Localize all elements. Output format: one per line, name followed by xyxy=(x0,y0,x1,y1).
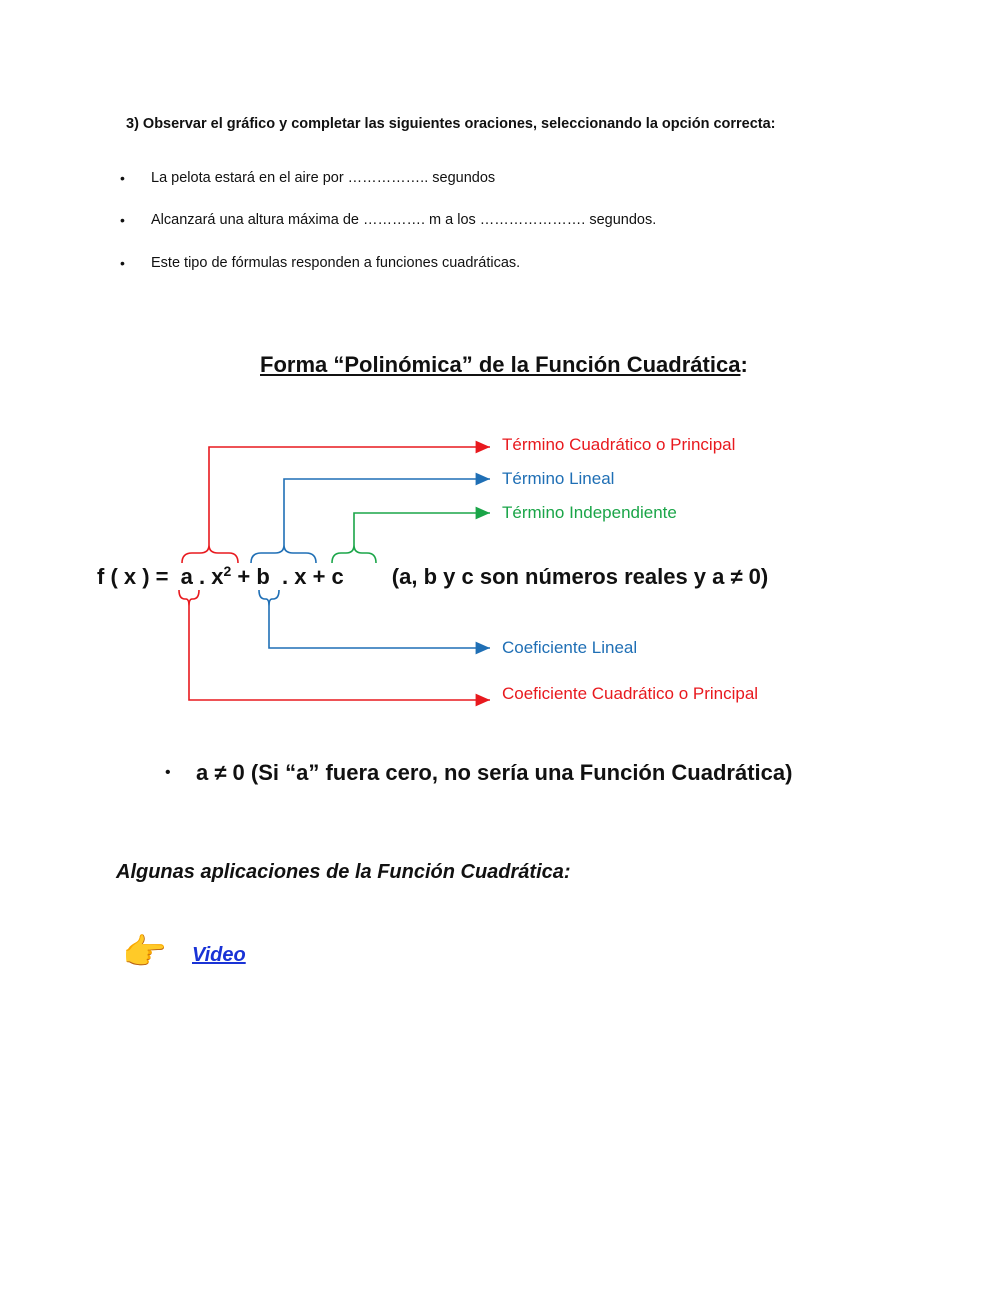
label-independent-term: Término Independiente xyxy=(502,503,677,522)
formula-c: c xyxy=(331,564,344,590)
nonzero-note xyxy=(165,760,792,786)
bullet-icon: • xyxy=(120,170,125,186)
formula-b: b xyxy=(256,564,270,590)
exercise-item-2: Alcanzará una altura máxima de …………. m a los …………………. segundos. xyxy=(151,212,657,228)
applications-heading: Algunas aplicaciones de la Función Cuadrática: xyxy=(116,861,571,883)
formula-x: . x + xyxy=(269,564,332,590)
bullet-icon: • xyxy=(120,212,125,228)
linear-term-connector xyxy=(251,479,490,563)
label-linear-term: Término Lineal xyxy=(502,469,615,488)
exercise-item-1: La pelota estará en el aire por …………….. segundos xyxy=(151,170,496,186)
section-heading-colon: : xyxy=(740,352,748,377)
quadratic-coefficient-connector xyxy=(179,590,490,700)
pointing-hand-icon: 👉 xyxy=(122,931,167,972)
quadratic-formula xyxy=(97,563,768,590)
section-heading-text: Forma “Polinómica” de la Función Cuadrática xyxy=(260,352,741,377)
exercise-item-3: Este tipo de fórmulas responden a funciones cuadráticas. xyxy=(151,255,521,271)
formula-lhs: f ( x ) = xyxy=(97,564,175,590)
bullet-icon: • xyxy=(165,764,171,781)
nonzero-note-text: a ≠ 0 (Si “a” fuera cero, no sería una Función Cuadrática) xyxy=(196,760,793,785)
formula-x2: . x xyxy=(192,564,224,590)
formula-a: a xyxy=(180,564,193,590)
formula-exponent: 2 xyxy=(223,563,232,579)
label-quadratic-term: Término Cuadrático o Principal xyxy=(502,435,736,454)
quadratic-term-connector xyxy=(182,447,490,563)
label-quadratic-coefficient: Coeficiente Cuadrático o Principal xyxy=(502,684,759,703)
video-link[interactable]: Video xyxy=(192,944,246,966)
label-linear-coefficient: Coeficiente Lineal xyxy=(502,638,638,657)
exercise-title: 3) Observar el gráfico y completar las siguientes oraciones, seleccionando la opción correcta: xyxy=(126,116,776,132)
formula-condition: (a, b y c son números reales y a ≠ 0) xyxy=(391,564,769,590)
bullet-icon: • xyxy=(120,255,125,271)
formula-plus: + xyxy=(231,564,257,590)
linear-coefficient-connector xyxy=(259,590,490,648)
independent-term-connector xyxy=(332,513,490,563)
